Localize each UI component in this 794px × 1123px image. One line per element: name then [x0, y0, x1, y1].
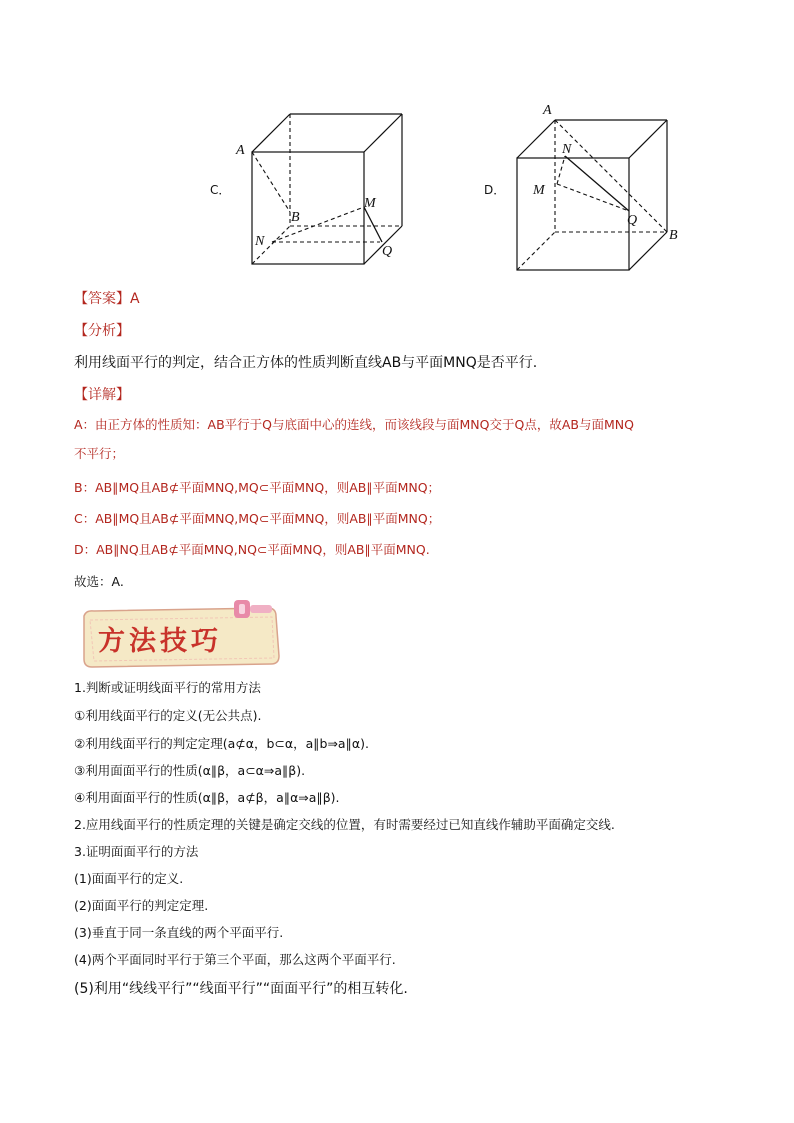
fig-d-label-b: B: [669, 228, 678, 243]
detail-d-line: D：AB∥NQ且AB⊄平面MNQ,NQ⊂平面MNQ，则AB∥平面MNQ.: [74, 542, 430, 557]
option-d-label: D．: [484, 183, 506, 197]
answer-label: 【答案】: [74, 291, 130, 307]
detail-a-line1: A：由正方体的性质知：AB平行于Q与底面中心的连线，而该线段与面MNQ交于Q点，故AB与面MNQ: [74, 417, 634, 432]
method-line-1: 1.判断或证明线面平行的常用方法: [74, 680, 261, 695]
detail-c-line: C：AB∥MQ且AB⊄平面MNQ,MQ⊂平面MNQ，则AB∥平面MNQ；: [74, 511, 441, 526]
cube-figure-d: [505, 98, 695, 276]
method-line-6: 2.应用线面平行的性质定理的关键是确定交线的位置，有时需要经过已知直线作辅助平面确定交线.: [74, 817, 615, 832]
fig-d-label-q: Q: [627, 213, 638, 228]
cube-figure-c: [225, 100, 415, 270]
answer-line: [74, 288, 140, 308]
detail-choose: 故选：A.: [74, 574, 124, 589]
detail-b-line: B：AB∥MQ且AB⊄平面MNQ,MQ⊂平面MNQ，则AB∥平面MNQ；: [74, 480, 441, 495]
detail-label: 【详解】: [74, 387, 130, 403]
method-line-2: ①利用线面平行的定义(无公共点).: [74, 708, 262, 723]
fig-c-label-a: A: [236, 143, 245, 158]
method-line-5: ④利用面面平行的性质(α∥β，a⊄β，a∥α⇒a∥β).: [74, 790, 340, 805]
method-line-8: (1)面面平行的定义.: [74, 871, 184, 886]
method-line-9: (2)面面平行的判定定理.: [74, 898, 209, 913]
fig-c-label-m: M: [364, 196, 376, 211]
fig-d-label-a: A: [543, 103, 552, 118]
fig-c-label-n: N: [255, 234, 265, 249]
method-line-12: (5)利用“线线平行”“线面平行”“面面平行”的相互转化.: [74, 981, 408, 997]
option-c-label: C．: [210, 183, 231, 197]
method-banner: [76, 600, 286, 672]
fig-c-label-q: Q: [382, 244, 393, 259]
detail-a-line2: 不平行；: [74, 446, 125, 461]
analysis-text: 利用线面平行的判定，结合正方体的性质判断直线AB与平面MNQ是否平行.: [74, 355, 538, 371]
fig-c-label-b: B: [291, 210, 300, 225]
fig-d-label-m: M: [533, 183, 545, 198]
analysis-label: 【分析】: [74, 323, 130, 339]
method-line-10: (3)垂直于同一条直线的两个平面平行.: [74, 925, 284, 940]
answer-value: A: [130, 291, 140, 307]
method-line-3: ②利用线面平行的判定定理(a⊄α，b⊂α，a∥b⇒a∥α).: [74, 736, 369, 751]
method-line-4: ③利用面面平行的性质(α∥β，a⊂α⇒a∥β).: [74, 763, 306, 778]
banner-title: 方法技巧: [98, 626, 222, 657]
fig-d-label-n: N: [562, 142, 572, 157]
method-line-7: 3.证明面面平行的方法: [74, 844, 199, 859]
method-line-11: (4)两个平面同时平行于第三个平面，那么这两个平面平行.: [74, 952, 396, 967]
